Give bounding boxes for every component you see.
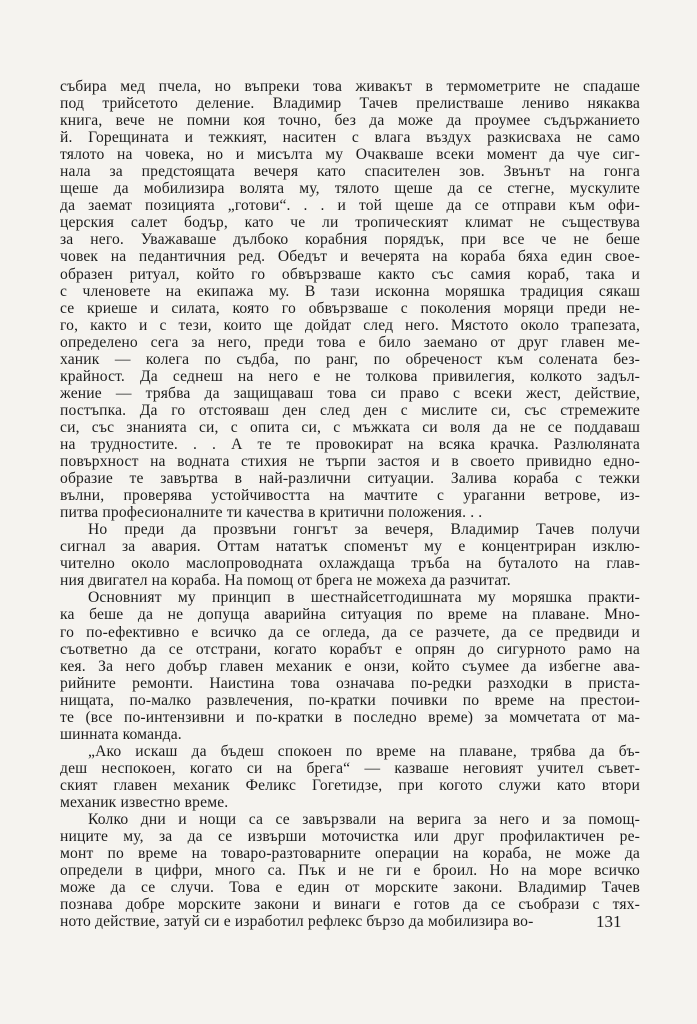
text-line: церския салет бодър, като че ли тропическият климат не съществува (60, 214, 640, 232)
text-line: ния двигател на кораба. На помощ от брега не можеха да разчитат. (60, 572, 511, 590)
text-line: на трудностите. . . А те те провокират на всяка крачка. Разлюляната (60, 435, 640, 453)
text-line: с членовете на екипажа му. В тази исконна моряшка традиция сякаш (60, 282, 640, 300)
text-line: да заемат позицията „готови“. . . и той щеше да се отправи към офи- (60, 197, 640, 215)
text-line: ното действие, затуй си е изработил рефлекс бързо да мобилизира во- (60, 913, 534, 931)
text-line: нищата, по-малко развлечения, по-кратки почивки по време на престои- (60, 691, 640, 709)
text-line: се криеше и силата, която го обвързваше с поколения моряци преди не- (60, 299, 640, 317)
paragraph (60, 521, 640, 589)
text-line: го, както и с тези, които ще дойдат след него. Мястото около трапезата, (60, 316, 640, 334)
text-line: жение — трябва да защищаваш това си право с всеки жест, действие, (60, 384, 640, 402)
text-line: питва професионалните ти качества в критични положения. . . (60, 504, 483, 522)
text-line: ханик — колега по съдба, по ранг, по обреченост към солената без- (60, 350, 640, 368)
text-line: кея. За него добър главен механик е онзи, който съумее да избегне ава- (60, 657, 640, 675)
text-line: събира мед пчела, но въпреки това живакът в термометрите не спадаше (60, 78, 640, 95)
body-text (60, 78, 640, 930)
text-line: го по-ефективно е всичко да се огледа, да се разчете, да се предвиди и (60, 623, 640, 641)
text-line: нала за предстоящата вечеря като спасителен зов. Звънът на гонга (60, 163, 640, 181)
text-line: съответно да се отстрани, когато корабът е опрян до сигурното рамо на (60, 640, 640, 658)
text-line: образен ритуал, който го обвързваше както със самия кораб, така и (60, 265, 640, 283)
text-line: „Ако искаш да бъдеш спокоен по време на плаване, трябва да бъ- (88, 742, 640, 760)
text-line: познава добре морските закони и винаги е готов да се съобрази с тях- (60, 896, 640, 914)
text-line: тялото на човека, но и мисълта му Очакваше всеки момент да чуе сиг- (60, 146, 640, 164)
text-line: крайност. Да седнеш на него е не толкова привилегия, колкото задъл- (60, 367, 640, 385)
text-line: Но преди да прозвъни гонгът за вечеря, Владимир Тачев получи (88, 521, 640, 539)
text-line: определи в цифри, много са. Пък и не ги е броил. Но на море всичко (60, 862, 640, 880)
text-line: шинната команда. (60, 725, 182, 743)
text-line: щеше да мобилизира волята му, тялото щеше да се стегне, мускулите (60, 180, 640, 198)
text-line: постъпка. Да го отстояваш ден след ден с мислите си, със стремежите (60, 401, 640, 419)
text-line: образие те завъртва в най-различни ситуации. Залива кораба с тежки (60, 470, 640, 488)
text-line: сигнал за авария. Оттам нататък споменът му е концентриран изклю- (60, 538, 640, 556)
text-line: за него. Уважаваше дълбоко корабния порядък, при все че не беше (60, 231, 640, 249)
text-line: механик известно време. (60, 793, 229, 811)
paragraph (60, 589, 640, 742)
text-line: й. Горещината и тежкият, наситен с влага въздух разкисваха не само (60, 129, 640, 147)
paragraph (60, 743, 640, 811)
text-line: Колко дни и нощи са се завързвали на верига за него и за помощ- (88, 811, 640, 829)
text-line: повърхност на водната стихия не търпи застоя и в своето привидно едно- (60, 453, 640, 471)
text-line: чително около маслопроводната охлаждаща тръба на буталото на глав- (60, 555, 640, 573)
text-line: книга, вече не помни коя точно, без да може да проумее съдържанието (60, 112, 640, 130)
text-line: определено сега за него, преди това е било заемано от друг главен ме- (60, 333, 640, 351)
paragraph (60, 811, 640, 930)
text-line: ка беше да не допуща аварийна ситуация по време на плаване. Мно- (60, 606, 640, 624)
text-line: може да се случи. Това е един от морските закони. Владимир Тачев (60, 879, 640, 897)
text-line: си, със знанията си, с опита си, с мъжката си воля да не се поддаваш (60, 418, 640, 436)
text-line: деш неспокоен, когато си на брега“ — казваше неговият учител съвет- (60, 759, 640, 777)
text-line: те (все по-интензивни и по-кратки в последно време) за момчетата от ма- (60, 708, 640, 726)
text-line: вълни, проверява устойчивостта на мачтите с ураганни ветрове, из- (60, 487, 640, 505)
text-line: човек на педантичния ред. Обедът и вечерята на кораба бяха един свое- (60, 248, 640, 266)
text-line: монт по време на товаро-разтоварните операции на кораба, не може да (60, 845, 640, 863)
text-line: под трийсетото деление. Владимир Тачев прелистваше лениво някаква (60, 95, 640, 113)
page-number: 131 (596, 912, 622, 931)
text-line: рийните ремонти. Наистина това означава по-редки разходки в приста- (60, 674, 640, 692)
paragraph (60, 78, 640, 521)
text-line: Основният му принцип в шестнайсетгодишната му моряшка практи- (88, 589, 640, 607)
text-line: ският главен механик Феликс Гогетидзе, при когото служи като втори (60, 776, 640, 794)
text-line: ниците му, за да се извърши моточистка или друг профилактичен ре- (60, 828, 640, 846)
